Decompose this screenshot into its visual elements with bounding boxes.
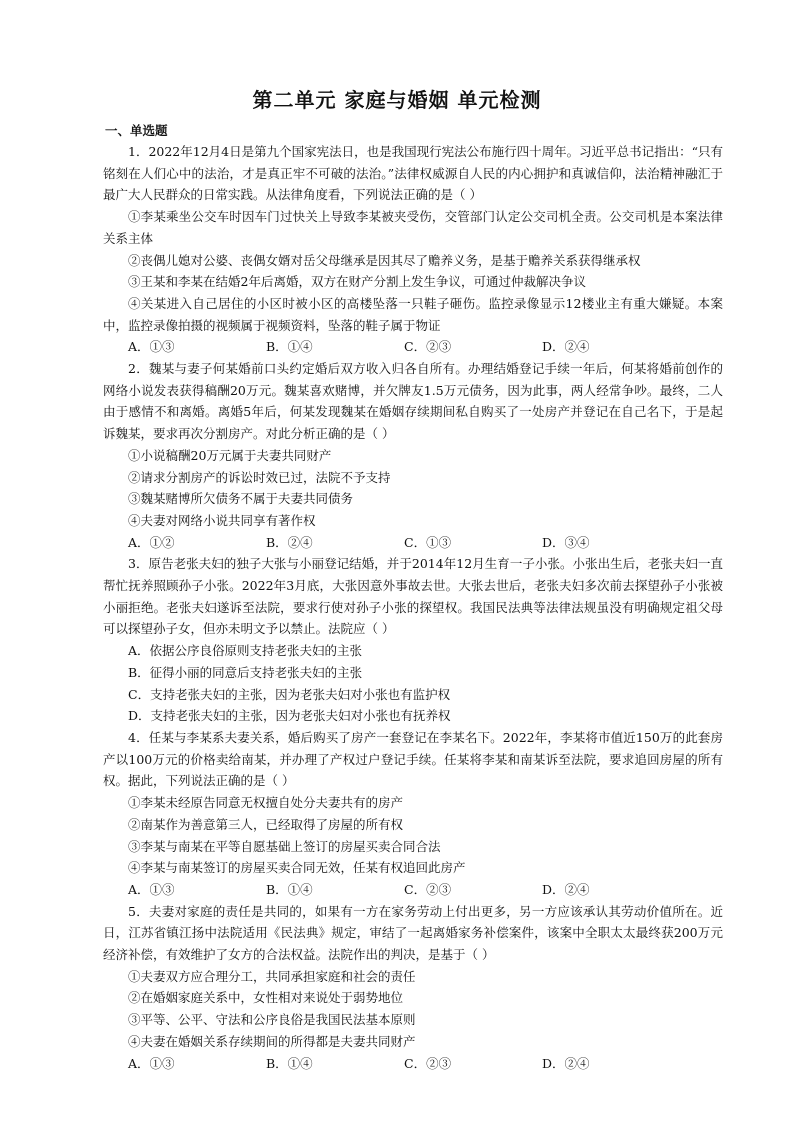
statement-2: ②在婚姻家庭关系中，女性相对来说处于弱势地位: [128, 990, 404, 1006]
choice-b[interactable]: B．①④: [266, 339, 313, 355]
question-stem: 2．魏某与妻子何某婚前口头约定婚后双方收入归各自所有。办理结婚登记手续一年后，何某将婚前创作的网络小说发表获得稿酬20万元。魏某喜欢赌博，并欠牌友1.5万元债务，因为此事，两人经常争吵。最终，二人由于感情不和离婚。离婚5年后，何某发现魏某在婚姻存续期间私自购买了一处房产并登记在自己名下，于是起诉魏某，要求再次分割房产。对此分析正确的是（ ）: [103, 361, 723, 442]
question-list: [103, 141, 723, 1074]
statement-1: ①李某乘坐公交车时因车门过快关上导致李某被夹受伤，交管部门认定公交司机全责。公交司机是本案法律关系主体: [103, 209, 723, 246]
statement-2: ②南某作为善意第三人，已经取得了房屋的所有权: [128, 816, 404, 832]
statement-1: ①夫妻双方应合理分工，共同承担家庭和社会的责任: [128, 968, 416, 984]
statement-4: ④关某进入自己居住的小区时被小区的高楼坠落一只鞋子砸伤。监控录像显示12楼业主有重大嫌疑。本案中，监控录像拍摄的视频属于视频资料，坠落的鞋子属于物证: [103, 295, 723, 333]
question-stem: 5．夫妻对家庭的责任是共同的，如果有一方在家务劳动上付出更多，另一方应该承认其劳动价值所在。近日，江苏省镇江扬中法院适用《民法典》规定，审结了一起离婚家务补偿案件，该案中全职太太最终获200万元经济补偿，有效维护了女方的合法权益。法院作出的判决，是基于（ ）: [103, 903, 723, 963]
statement-4: ④夫妻对网络小说共同享有著作权: [128, 512, 316, 528]
choice-c[interactable]: C．②③: [404, 339, 452, 355]
option-b[interactable]: B．征得小丽的同意后支持老张夫妇的主张: [128, 664, 363, 680]
answer-choices: [103, 532, 723, 554]
question-3: [103, 553, 723, 727]
option-d[interactable]: D．支持老张夫妇的主张，因为老张夫妇对小张也有抚养权: [128, 708, 451, 724]
answer-choices: [103, 879, 723, 901]
choice-a[interactable]: A．①③: [128, 881, 175, 897]
choice-d[interactable]: D．②④: [542, 1055, 590, 1071]
page-title: 第二单元 家庭与婚姻 单元检测: [252, 88, 542, 112]
question-stem: 4．任某与李某系夫妻关系，婚后购买了房产一套登记在李某名下。2022年，李某将市值近150万的此套房产以100万元的价格卖给南某，并办理了产权过户登记手续。任某将李某和南某诉至法院，要求追回房屋的所有权。据此，下列说法正确的是（ ）: [103, 729, 723, 789]
statement-2: ②丧偶儿媳对公婆、丧偶女婿对岳父母继承是因其尽了赡养义务，是基于赡养关系获得继承权: [128, 252, 641, 268]
section-heading: 一、单选题: [105, 123, 168, 138]
choice-a[interactable]: A．①②: [128, 534, 175, 550]
statement-1: ①李某未经原告同意无权擅自处分夫妻共有的房产: [128, 795, 404, 811]
choice-b[interactable]: B．①④: [266, 1055, 313, 1071]
statement-3: ③平等、公平、守法和公序良俗是我国民法基本原则: [128, 1012, 416, 1028]
choice-c[interactable]: C．①③: [404, 534, 452, 550]
choice-a[interactable]: A．①③: [128, 1055, 175, 1071]
choice-d[interactable]: D．③④: [542, 534, 590, 550]
statement-3: ③王某和李某在结婚2年后离婚，双方在财产分割上发生争议，可通过仲裁解决争议: [128, 274, 586, 290]
statement-4: ④夫妻在婚姻关系存续期间的所得都是夫妻共同财产: [128, 1033, 416, 1049]
option-a[interactable]: A．依据公序良俗原则支持老张夫妇的主张: [128, 643, 363, 659]
question-stem: 1．2022年12月4日是第九个国家宪法日，也是我国现行宪法公布施行四十周年。习近平总书记指出：“只有铭刻在人们心中的法治，才是真正牢不可破的法治。”法律权威源自人民的内心拥护和真诚信仰，法治精神融汇于最广大人民群众的日常实践。从法律角度看，下列说法正确的是（ ）: [103, 144, 724, 203]
choice-c[interactable]: C．②③: [404, 1055, 452, 1071]
answer-choices: [103, 336, 723, 358]
choice-a[interactable]: A．①③: [128, 339, 175, 355]
statement-3: ③李某与南某在平等自愿基础上签订的房屋买卖合同合法: [128, 838, 441, 854]
question-4: [103, 727, 723, 901]
choice-d[interactable]: D．②④: [542, 881, 590, 897]
choice-b[interactable]: B．①④: [266, 881, 313, 897]
option-c[interactable]: C．支持老张夫妇的主张，因为老张夫妇对小张也有监护权: [128, 686, 451, 702]
statement-1: ①小说稿酬20万元属于夫妻共同财产: [128, 447, 332, 463]
question-1: [103, 141, 723, 358]
choice-c[interactable]: C．②③: [404, 881, 452, 897]
statement-2: ②请求分割房产的诉讼时效已过，法院不予支持: [128, 469, 391, 485]
statement-4: ④李某与南某签订的房屋买卖合同无效，任某有权追回此房产: [128, 860, 466, 876]
choice-b[interactable]: B．②④: [266, 534, 313, 550]
question-stem: 3．原告老张夫妇的独子大张与小丽登记结婚，并于2014年12月生育一子小张。小张出生后，老张夫妇一直帮忙抚养照顾孙子小张。2022年3月底，大张因意外事故去世。大张去世后，老张夫妇多次前去探望孙子小张被小丽拒绝。老张夫妇遂诉至法院，要求行使对孙子小张的探望权。我国民法典等法律法规虽没有明确规定祖父母可以探望孙子女，但亦未明文予以禁止。法院应（ ）: [103, 556, 723, 637]
statement-3: ③魏某赌博所欠债务不属于夫妻共同债务: [128, 491, 354, 507]
question-5: [103, 901, 723, 1075]
choice-d[interactable]: D．②④: [542, 339, 590, 355]
answer-choices: [103, 1053, 723, 1075]
question-2: [103, 358, 723, 553]
